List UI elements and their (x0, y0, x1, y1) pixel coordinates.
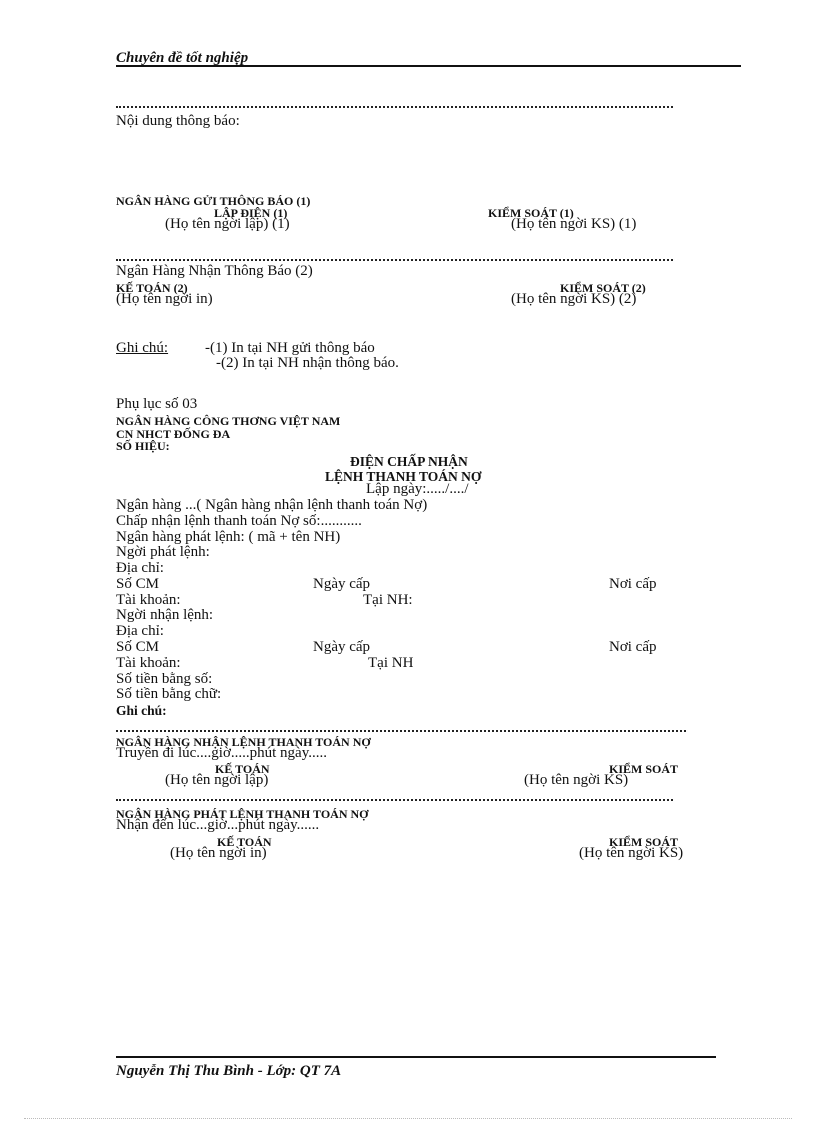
issue-block-time: Nhận đến lúc...giờ...phút ngày...... (116, 817, 320, 833)
line-account-1: Tài khoản: (116, 592, 181, 608)
footer-rule (116, 1056, 716, 1058)
line-id-1: Số CM (116, 576, 159, 592)
recv-block-time: Truyền đi lúc....giờ.....phút ngày..... (116, 745, 327, 761)
receiving-control-heading: KIỂM SOÁT (2) (560, 281, 646, 295)
recv-block-control: KIỂM SOÁT (609, 762, 679, 776)
recv-block-accountant-name: (Họ tên ngời lập) (165, 772, 269, 788)
line-accept: Chấp nhận lệnh thanh toán Nợ số:........... (116, 513, 362, 529)
line-issue-date-2: Ngày cấp (313, 639, 371, 655)
sending-control-heading: KIỂM SOÁT (1) (488, 206, 574, 220)
notice-content-label: Nội dung thông báo: (116, 113, 240, 129)
receiving-accountant-heading: KẾ TOÁN (2) (116, 281, 188, 295)
sending-bank-heading: NGÂN HÀNG GỬI THÔNG BÁO (1) (116, 194, 311, 208)
dotted-separator (116, 106, 673, 108)
issue-block-control: KIỂM SOÁT (609, 835, 679, 849)
line-amount-number: Số tiền bằng số: (116, 671, 213, 687)
line-issuer: Ngời phát lệnh: (116, 544, 210, 560)
sending-prepare-heading: LẬP ĐIỆN (1) (214, 206, 288, 220)
page-header-title: Chuyên đề tốt nghiệp (116, 50, 249, 66)
appendix-branch: CN NHCT ĐỐNG ĐA (116, 427, 231, 441)
line-issue-date-1: Ngày cấp (313, 576, 371, 592)
recv-block-control-name: (Họ tên ngời KS) (524, 772, 629, 788)
line-at-bank-2: Tại NH (368, 655, 414, 671)
appendix-number: SỐ HIỆU: (116, 439, 170, 453)
page-edge-dots (24, 1118, 792, 1119)
recv-block-accountant: KẾ TOÁN (215, 762, 270, 776)
appendix-label: Phụ lục số 03 (116, 396, 198, 412)
line-address-2: Địa chỉ: (116, 623, 164, 639)
receiving-control-name: (Họ tên ngời KS) (2) (511, 291, 637, 307)
line-issue-place-1: Nơi cấp (609, 576, 657, 592)
line-note: Ghi chú: (116, 703, 167, 718)
notice-note-2: -(2) In tại NH nhận thông báo. (216, 355, 399, 371)
line-address-1: Địa chỉ: (116, 560, 164, 576)
sending-prepare-name: (Họ tên ngời lập) (1) (165, 216, 290, 232)
receiving-accountant-name: (Họ tên ngời in) (116, 291, 213, 307)
dotted-separator (116, 799, 673, 801)
notice-note-label: Ghi chú: (116, 340, 169, 356)
dotted-separator (116, 259, 673, 261)
doc-title-2: LỆNH THANH TOÁN NỢ (325, 469, 482, 484)
issue-block-accountant-name: (Họ tên ngời in) (170, 845, 267, 861)
line-id-2: Số CM (116, 639, 159, 655)
dotted-separator (116, 730, 686, 732)
issue-block-control-name: (Họ tên ngời KS) (579, 845, 684, 861)
appendix-bank: NGÂN HÀNG CÔNG THƠNG VIỆT NAM (116, 414, 341, 428)
line-at-bank-1: Tại NH: (363, 592, 413, 608)
line-issue-place-2: Nơi cấp (609, 639, 657, 655)
sending-control-name: (Họ tên ngời KS) (1) (511, 216, 637, 232)
notice-note-1: -(1) In tại NH gửi thông báo (205, 340, 375, 356)
doc-date: Lập ngày:...../..../ (366, 481, 469, 497)
line-issuing-bank: Ngân hàng phát lệnh: ( mã + tên NH) (116, 529, 341, 545)
line-account-2: Tài khoản: (116, 655, 181, 671)
doc-title-1: ĐIỆN CHẤP NHẬN (350, 454, 468, 469)
receiving-bank-heading: Ngân Hàng Nhận Thông Báo (2) (116, 263, 313, 279)
recv-block-title: NGÂN HÀNG NHẬN LỆNH THANH TOÁN NỢ (116, 735, 371, 749)
issue-block-accountant: KẾ TOÁN (217, 835, 272, 849)
line-receiver: Ngời nhận lệnh: (116, 607, 214, 623)
footer-author: Nguyễn Thị Thu Bình - Lớp: QT 7A (116, 1063, 342, 1079)
issue-block-title: NGÂN HÀNG PHÁT LỆNH THANH TOÁN NỢ (116, 807, 369, 821)
line-amount-words: Số tiền bằng chữ: (116, 686, 222, 702)
line-bank: Ngân hàng ...( Ngân hàng nhận lệnh thanh toán Nợ) (116, 497, 428, 513)
header-rule (116, 65, 741, 67)
